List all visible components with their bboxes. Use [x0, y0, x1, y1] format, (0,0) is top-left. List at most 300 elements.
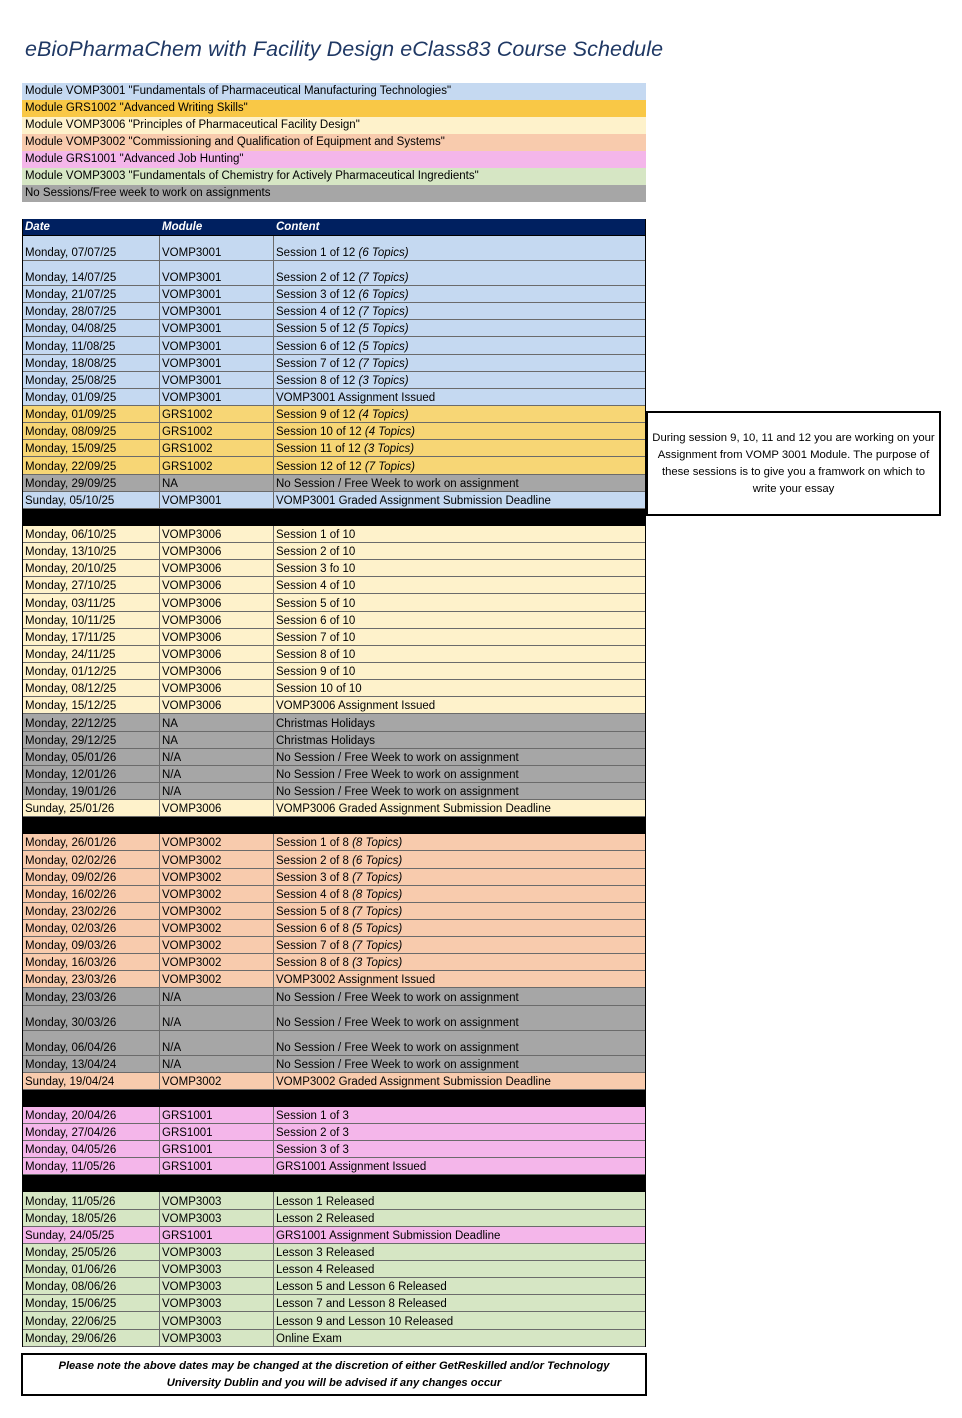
module-cell: VOMP3006 — [160, 526, 274, 542]
module-cell: GRS1001 — [160, 1227, 274, 1243]
table-row — [23, 1261, 645, 1278]
date-cell: Monday, 06/10/25 — [23, 526, 160, 542]
date-cell: Monday, 11/05/26 — [23, 1192, 160, 1208]
table-row — [23, 732, 645, 749]
content-cell — [274, 1244, 645, 1260]
content-text: Session 1 of 12 — [276, 247, 359, 259]
date-cell: Monday, 01/09/25 — [23, 389, 160, 405]
content-text: Session 1 of 8 — [276, 837, 353, 850]
date-cell: Monday, 27/04/26 — [23, 1124, 160, 1140]
date-cell: Monday, 22/12/25 — [23, 714, 160, 730]
module-cell: VOMP3003 — [160, 1244, 274, 1260]
module-cell: VOMP3001 — [160, 389, 274, 405]
table-row — [23, 1312, 645, 1329]
content-cell — [274, 440, 645, 456]
schedule-table — [22, 219, 646, 1347]
module-cell: GRS1002 — [160, 457, 274, 473]
table-row — [23, 406, 645, 423]
table-row — [23, 766, 645, 783]
content-text: Session 2 of 8 — [276, 854, 353, 867]
content-text: Session 1 of 3 — [276, 1110, 349, 1123]
content-cell — [274, 475, 645, 491]
content-text: Lesson 7 and Lesson 8 Released — [276, 1298, 447, 1311]
topic-count: (5 Topics) — [358, 323, 409, 336]
table-row — [23, 851, 645, 868]
date-cell: Monday, 22/06/25 — [23, 1312, 160, 1328]
content-text: Session 3 of 12 — [276, 289, 359, 302]
date-cell: Monday, 15/12/25 — [23, 697, 160, 713]
content-cell — [274, 903, 645, 919]
date-cell: Monday, 01/06/26 — [23, 1261, 160, 1277]
content-text: Lesson 4 Released — [276, 1264, 375, 1277]
topic-count: (5 Topics) — [352, 923, 403, 936]
content-cell — [274, 560, 645, 576]
table-row — [23, 1210, 645, 1227]
content-text: Session 2 of 3 — [276, 1127, 349, 1140]
date-cell: Monday, 27/10/25 — [23, 577, 160, 593]
content-cell — [274, 1107, 645, 1123]
module-cell: GRS1002 — [160, 406, 274, 422]
content-cell — [274, 526, 645, 542]
table-row — [23, 261, 645, 286]
module-cell: GRS1002 — [160, 440, 274, 456]
table-row — [23, 1056, 645, 1073]
content-cell — [274, 1312, 645, 1328]
content-cell — [274, 680, 645, 696]
module-cell: VOMP3003 — [160, 1210, 274, 1226]
date-cell: Monday, 09/03/26 — [23, 937, 160, 953]
content-cell — [274, 320, 645, 336]
module-cell: VOMP3001 — [160, 236, 274, 260]
topic-count: (3 Topics) — [352, 957, 403, 970]
date-cell: Monday, 03/11/25 — [23, 594, 160, 610]
content-text: Session 6 of 10 — [276, 614, 356, 627]
table-row — [23, 1295, 645, 1312]
date-cell: Monday, 11/05/26 — [23, 1158, 160, 1174]
date-cell: Monday, 04/05/26 — [23, 1141, 160, 1157]
content-text: Session 4 of 8 — [276, 888, 353, 901]
content-text: VOMP3002 Graded Assignment Submission Deadline — [276, 1075, 551, 1088]
content-cell — [274, 1210, 645, 1226]
date-cell: Monday, 28/07/25 — [23, 303, 160, 319]
content-cell — [274, 1031, 645, 1055]
module-cell: VOMP3006 — [160, 577, 274, 593]
module-cell: N/A — [160, 749, 274, 765]
module-cell: VOMP3003 — [160, 1330, 274, 1346]
topic-count: (5 Topics) — [358, 340, 409, 353]
section-separator — [23, 817, 645, 834]
module-cell: VOMP3006 — [160, 594, 274, 610]
topic-count: (7 Topics) — [358, 357, 409, 370]
content-text: Lesson 3 Released — [276, 1247, 375, 1260]
content-cell — [274, 355, 645, 371]
content-cell — [274, 697, 645, 713]
content-cell — [274, 766, 645, 782]
legend — [22, 83, 646, 202]
date-cell: Monday, 10/11/25 — [23, 612, 160, 628]
date-cell: Monday, 13/10/25 — [23, 543, 160, 559]
content-text: Online Exam — [276, 1332, 342, 1345]
topic-count: (7 Topics) — [364, 460, 415, 473]
table-row — [23, 629, 645, 646]
side-note — [646, 411, 941, 516]
date-cell: Monday, 25/05/26 — [23, 1244, 160, 1260]
module-cell: NA — [160, 475, 274, 491]
module-cell: VOMP3003 — [160, 1278, 274, 1294]
content-text: Session 3 of 3 — [276, 1144, 349, 1157]
date-cell: Monday, 14/07/25 — [23, 261, 160, 285]
module-cell: VOMP3002 — [160, 954, 274, 970]
header-content: Content — [276, 221, 320, 233]
content-cell — [274, 886, 645, 902]
content-text: No Session / Free Week to work on assignment — [276, 477, 519, 490]
content-text: Session 2 of 12 — [276, 272, 359, 284]
date-cell: Monday, 06/04/26 — [23, 1031, 160, 1055]
table-row — [23, 423, 645, 440]
content-cell — [274, 1227, 645, 1243]
content-cell — [274, 372, 645, 388]
table-row — [23, 1031, 645, 1056]
content-text: Session 11 of 12 — [276, 443, 365, 456]
module-cell: VOMP3001 — [160, 372, 274, 388]
module-cell: VOMP3006 — [160, 560, 274, 576]
content-text: No Session / Free Week to work on assignment — [276, 1041, 519, 1054]
module-cell: N/A — [160, 1006, 274, 1030]
table-row — [23, 1278, 645, 1295]
content-cell — [274, 714, 645, 730]
date-cell: Sunday, 25/01/26 — [23, 800, 160, 816]
module-cell: GRS1002 — [160, 423, 274, 439]
content-text: No Session / Free Week to work on assignment — [276, 1016, 519, 1029]
content-text: Session 3 fo 10 — [276, 563, 356, 576]
table-row — [23, 560, 645, 577]
table-row — [23, 236, 645, 261]
date-cell: Monday, 15/06/25 — [23, 1295, 160, 1311]
table-row — [23, 526, 645, 543]
table-row — [23, 1141, 645, 1158]
content-cell — [274, 236, 645, 260]
date-cell: Monday, 24/11/25 — [23, 646, 160, 662]
date-cell: Monday, 05/01/26 — [23, 749, 160, 765]
table-row — [23, 286, 645, 303]
module-cell: NA — [160, 714, 274, 730]
content-text: Session 5 of 12 — [276, 323, 359, 336]
date-cell: Monday, 29/09/25 — [23, 475, 160, 491]
module-cell: VOMP3006 — [160, 697, 274, 713]
module-cell: VOMP3002 — [160, 920, 274, 936]
content-text: No Session / Free Week to work on assignment — [276, 1058, 519, 1071]
content-text: No Session / Free Week to work on assignment — [276, 786, 519, 799]
content-cell — [274, 800, 645, 816]
date-cell: Monday, 23/03/26 — [23, 971, 160, 987]
table-row — [23, 320, 645, 337]
table-row — [23, 1158, 645, 1175]
content-text: VOMP3001 Assignment Issued — [276, 391, 436, 404]
date-cell: Monday, 20/04/26 — [23, 1107, 160, 1123]
content-cell — [274, 389, 645, 405]
content-text: Session 10 of 12 — [276, 426, 365, 439]
topic-count: (4 Topics) — [358, 409, 409, 422]
table-row — [23, 1192, 645, 1209]
content-text: Lesson 5 and Lesson 6 Released — [276, 1281, 447, 1294]
content-text: Session 12 of 12 — [276, 460, 365, 473]
content-text: Session 7 of 8 — [276, 940, 353, 953]
content-cell — [274, 954, 645, 970]
date-cell: Monday, 25/08/25 — [23, 372, 160, 388]
content-cell — [274, 457, 645, 473]
content-cell — [274, 1006, 645, 1030]
section-separator — [23, 1090, 645, 1107]
table-row — [23, 475, 645, 492]
module-cell: VOMP3001 — [160, 320, 274, 336]
legend-item: No Sessions/Free week to work on assignments — [22, 185, 646, 202]
content-text: GRS1001 Assignment Submission Deadline — [276, 1229, 501, 1242]
module-cell: VOMP3001 — [160, 261, 274, 285]
topic-count: (3 Topics) — [364, 443, 415, 456]
content-cell — [274, 629, 645, 645]
module-cell: GRS1001 — [160, 1124, 274, 1140]
table-row — [23, 1124, 645, 1141]
content-cell — [274, 1261, 645, 1277]
table-row — [23, 457, 645, 474]
content-cell — [274, 423, 645, 439]
content-text: Lesson 2 Released — [276, 1212, 375, 1225]
table-row — [23, 920, 645, 937]
content-cell — [274, 851, 645, 867]
table-row — [23, 663, 645, 680]
content-text: Session 10 of 10 — [276, 683, 362, 696]
table-row — [23, 1073, 645, 1090]
content-cell — [274, 1192, 645, 1208]
content-cell — [274, 1124, 645, 1140]
content-text: VOMP3006 Graded Assignment Submission Deadline — [276, 803, 551, 816]
table-row — [23, 971, 645, 988]
module-cell: VOMP3006 — [160, 543, 274, 559]
content-cell — [274, 1056, 645, 1072]
header-module: Module — [162, 221, 203, 233]
date-cell: Monday, 02/03/26 — [23, 920, 160, 936]
module-cell: VOMP3003 — [160, 1295, 274, 1311]
date-cell: Monday, 22/09/25 — [23, 457, 160, 473]
content-text: No Session / Free Week to work on assignment — [276, 768, 519, 781]
module-cell: VOMP3002 — [160, 937, 274, 953]
content-cell — [274, 749, 645, 765]
content-text: Session 4 of 12 — [276, 306, 359, 319]
content-text: VOMP3006 Assignment Issued — [276, 700, 436, 713]
topic-count: (8 Topics) — [352, 837, 403, 850]
content-cell — [274, 286, 645, 302]
module-cell: VOMP3002 — [160, 869, 274, 885]
table-row — [23, 937, 645, 954]
module-cell: NA — [160, 732, 274, 748]
module-cell: VOMP3006 — [160, 612, 274, 628]
module-cell: VOMP3002 — [160, 851, 274, 867]
table-row — [23, 869, 645, 886]
table-row — [23, 355, 645, 372]
content-text: VOMP3002 Assignment Issued — [276, 974, 436, 987]
date-cell: Monday, 23/02/26 — [23, 903, 160, 919]
topic-count: (7 Topics) — [358, 272, 409, 284]
module-cell: VOMP3003 — [160, 1261, 274, 1277]
header-date: Date — [25, 221, 50, 233]
content-text: Session 7 of 10 — [276, 631, 356, 644]
content-cell — [274, 303, 645, 319]
module-cell: VOMP3001 — [160, 492, 274, 508]
content-text: Lesson 9 and Lesson 10 Released — [276, 1315, 454, 1328]
table-row — [23, 903, 645, 920]
content-cell — [274, 869, 645, 885]
module-cell: GRS1001 — [160, 1141, 274, 1157]
content-text: Session 3 of 8 — [276, 871, 353, 884]
content-cell — [274, 1158, 645, 1174]
legend-item: Module VOMP3006 "Principles of Pharmaceutical Facility Design" — [22, 117, 646, 134]
content-cell — [274, 406, 645, 422]
date-cell: Monday, 17/11/25 — [23, 629, 160, 645]
legend-item: Module GRS1001 "Advanced Job Hunting" — [22, 151, 646, 168]
content-text: Session 6 of 8 — [276, 923, 353, 936]
date-cell: Monday, 08/09/25 — [23, 423, 160, 439]
module-cell: VOMP3001 — [160, 303, 274, 319]
content-cell — [274, 492, 645, 508]
footer-note — [21, 1353, 647, 1396]
module-cell: VOMP3002 — [160, 971, 274, 987]
content-cell — [274, 1278, 645, 1294]
table-row — [23, 372, 645, 389]
module-cell: VOMP3006 — [160, 663, 274, 679]
content-cell — [274, 1330, 645, 1346]
table-row — [23, 1330, 645, 1347]
date-cell: Monday, 21/07/25 — [23, 286, 160, 302]
content-text: Session 5 of 10 — [276, 597, 356, 610]
topic-count: (3 Topics) — [358, 374, 409, 387]
table-row — [23, 612, 645, 629]
page-title: eBioPharmaChem with Facility Design eClass83 Course Schedule — [25, 37, 664, 61]
table-row — [23, 492, 645, 509]
table-row — [23, 1107, 645, 1124]
topic-count: (4 Topics) — [364, 426, 415, 439]
date-cell: Monday, 16/03/26 — [23, 954, 160, 970]
date-cell: Monday, 12/01/26 — [23, 766, 160, 782]
legend-item: Module VOMP3003 "Fundamentals of Chemistry for Actively Pharmaceutical Ingredients" — [22, 168, 646, 185]
module-cell: VOMP3002 — [160, 834, 274, 850]
date-cell: Monday, 16/02/26 — [23, 886, 160, 902]
topic-count: (7 Topics) — [352, 905, 403, 918]
module-cell: GRS1001 — [160, 1158, 274, 1174]
date-cell: Monday, 20/10/25 — [23, 560, 160, 576]
date-cell: Monday, 18/05/26 — [23, 1210, 160, 1226]
topic-count: (7 Topics) — [358, 306, 409, 319]
module-cell: VOMP3006 — [160, 680, 274, 696]
content-text: Lesson 1 Released — [276, 1195, 375, 1208]
content-cell — [274, 783, 645, 799]
content-cell — [274, 920, 645, 936]
table-row — [23, 680, 645, 697]
content-text: VOMP3001 Graded Assignment Submission Deadline — [276, 494, 551, 507]
date-cell: Sunday, 24/05/25 — [23, 1227, 160, 1243]
content-text: Session 7 of 12 — [276, 357, 359, 370]
content-cell — [274, 1295, 645, 1311]
content-text: Session 1 of 10 — [276, 528, 356, 541]
topic-count: (7 Topics) — [352, 871, 403, 884]
module-cell: VOMP3006 — [160, 629, 274, 645]
table-row — [23, 834, 645, 851]
module-cell: VOMP3002 — [160, 886, 274, 902]
date-cell: Monday, 02/02/26 — [23, 851, 160, 867]
content-text: Session 8 of 12 — [276, 374, 359, 387]
table-row — [23, 800, 645, 817]
content-text: Session 4 of 10 — [276, 580, 356, 593]
content-text: Session 8 of 8 — [276, 957, 353, 970]
table-row — [23, 543, 645, 560]
module-cell: VOMP3006 — [160, 800, 274, 816]
date-cell: Monday, 08/12/25 — [23, 680, 160, 696]
date-cell: Monday, 30/03/26 — [23, 1006, 160, 1030]
table-row — [23, 954, 645, 971]
module-cell: N/A — [160, 988, 274, 1004]
module-cell: N/A — [160, 1031, 274, 1055]
side-note-text: During session 9, 10, 11 and 12 you are working on your Assignment from VOMP 3001 Module. The purpose of these sessions is to give you a framwork on which to write your essay — [652, 431, 935, 495]
content-cell — [274, 937, 645, 953]
table-row — [23, 783, 645, 800]
module-cell: VOMP3002 — [160, 903, 274, 919]
date-cell: Sunday, 19/04/24 — [23, 1073, 160, 1089]
date-cell: Monday, 29/06/26 — [23, 1330, 160, 1346]
table-header — [23, 219, 645, 236]
content-text: Session 2 of 10 — [276, 546, 356, 559]
module-cell: VOMP3003 — [160, 1192, 274, 1208]
content-cell — [274, 1073, 645, 1089]
content-cell — [274, 543, 645, 559]
table-row — [23, 1244, 645, 1261]
module-cell: VOMP3001 — [160, 286, 274, 302]
topic-count: (6 Topics) — [352, 854, 403, 867]
table-row — [23, 749, 645, 766]
content-cell — [274, 971, 645, 987]
table-row — [23, 697, 645, 714]
topic-count: (7 Topics) — [352, 940, 403, 953]
date-cell: Monday, 18/08/25 — [23, 355, 160, 371]
content-cell — [274, 663, 645, 679]
date-cell: Monday, 01/09/25 — [23, 406, 160, 422]
table-row — [23, 714, 645, 731]
table-row — [23, 389, 645, 406]
content-cell — [274, 646, 645, 662]
module-cell: N/A — [160, 783, 274, 799]
topic-count: (8 Topics) — [352, 888, 403, 901]
date-cell: Monday, 23/03/26 — [23, 988, 160, 1004]
date-cell: Monday, 29/12/25 — [23, 732, 160, 748]
content-cell — [274, 261, 645, 285]
table-row — [23, 646, 645, 663]
table-row — [23, 1006, 645, 1031]
content-cell — [274, 1141, 645, 1157]
module-cell: GRS1001 — [160, 1107, 274, 1123]
module-cell: N/A — [160, 1056, 274, 1072]
content-text: Session 5 of 8 — [276, 905, 353, 918]
table-row — [23, 594, 645, 611]
footer-note-text: Please note the above dates may be changed at the discretion of either GetReskilled and/or Technology University Dublin and you will be advised if any changes occur — [58, 1359, 610, 1389]
date-cell: Monday, 08/06/26 — [23, 1278, 160, 1294]
legend-item: Module VOMP3002 "Commissioning and Qualification of Equipment and Systems" — [22, 134, 646, 151]
module-cell: VOMP3001 — [160, 355, 274, 371]
table-row — [23, 303, 645, 320]
content-cell — [274, 612, 645, 628]
date-cell: Sunday, 05/10/25 — [23, 492, 160, 508]
topic-count: (6 Topics) — [358, 247, 409, 259]
date-cell: Monday, 01/12/25 — [23, 663, 160, 679]
content-text: Christmas Holidays — [276, 717, 376, 730]
module-cell: N/A — [160, 766, 274, 782]
